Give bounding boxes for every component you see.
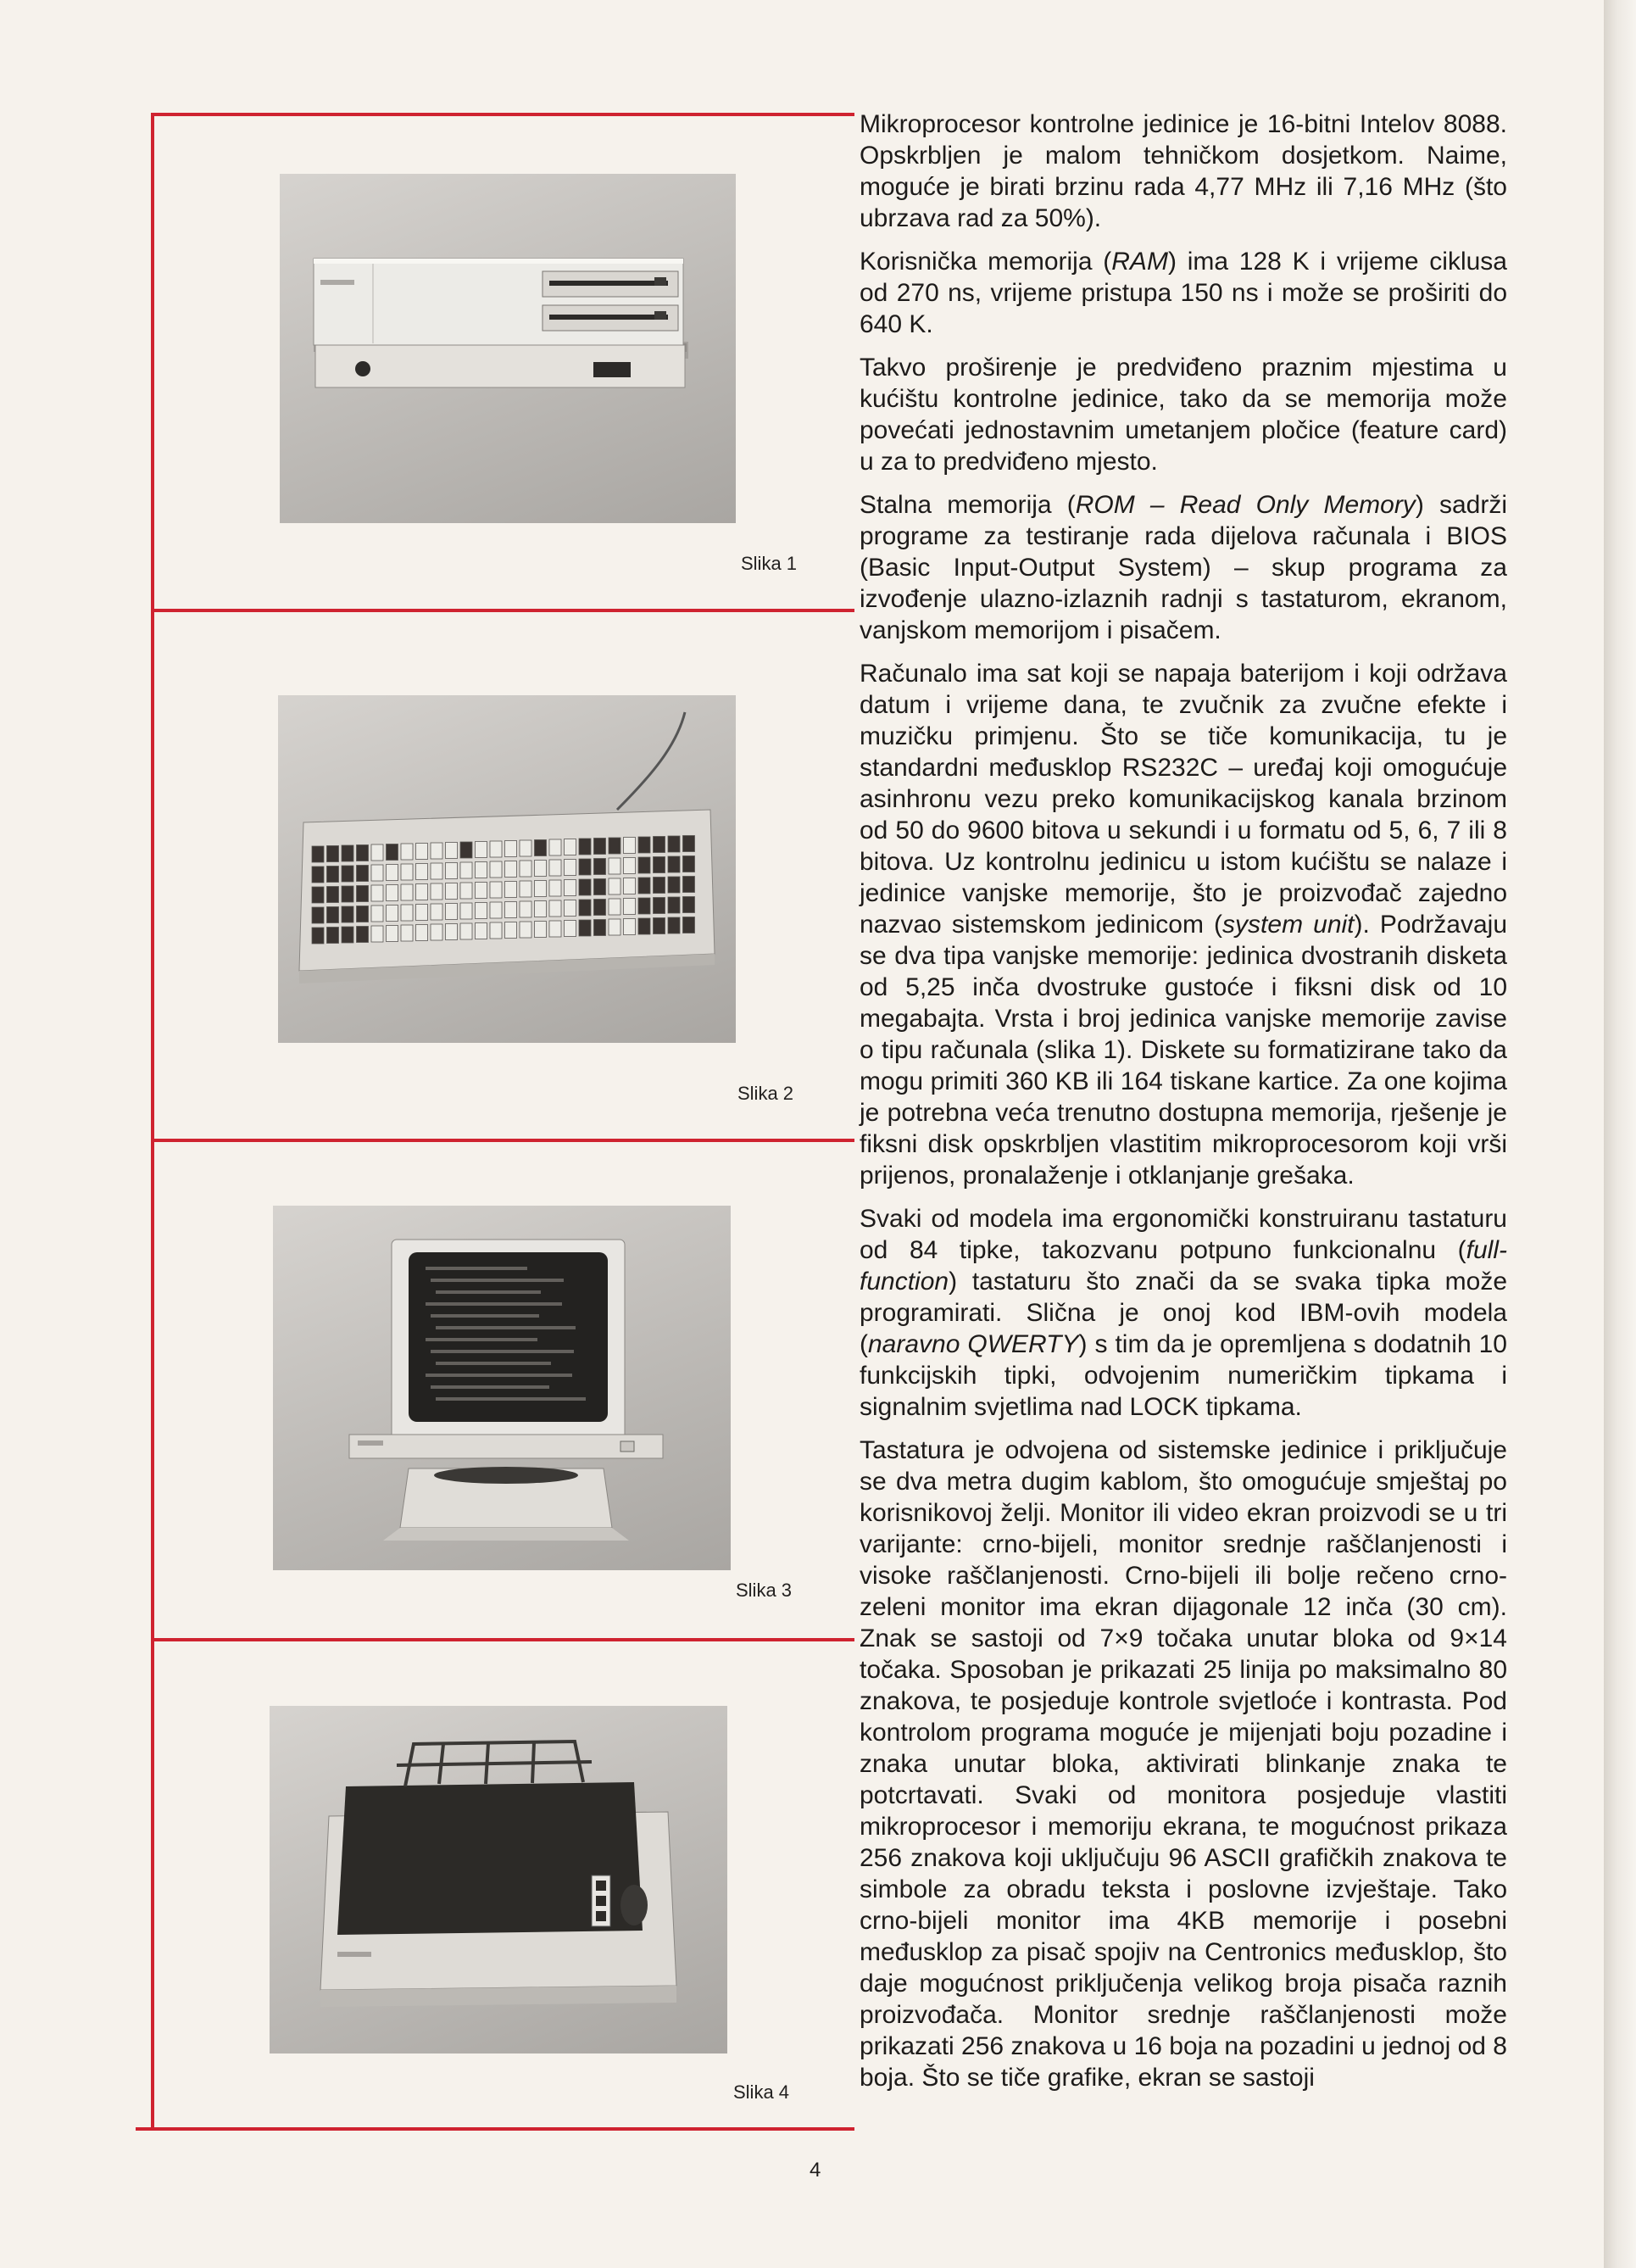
page-edge: [1604, 0, 1636, 2268]
monitor-illustration: [273, 1206, 731, 1570]
text-run: ) ima 128 K i vrijeme ciklusa od 270 ns, vrijeme pristupa 150 ns i može se proširiti do 640 K.: [860, 248, 1507, 338]
text-run: ) tastaturu što znači da se svaka tipka može programirati. Slična je onoj kod IBM-ovih modela (: [860, 1268, 1507, 1358]
italic-run: system unit: [1222, 911, 1355, 939]
paragraph: [860, 1435, 1507, 2093]
system-unit-illustration: [280, 174, 736, 523]
text-run: Stalna memorija (: [860, 491, 1076, 519]
page-number: 4: [810, 2159, 821, 2182]
frame-bottom-rule: [136, 2127, 854, 2131]
figure-divider: [151, 1139, 854, 1142]
text-run: ) s tim da je opremljena s dodatnih 10 funkcijskih tipki, odvojenim numeričkim tipkama i signalnim svjetlima nad LOCK tipkama.: [860, 1330, 1507, 1421]
figure-4-photo: [270, 1706, 727, 2053]
text-run: Svaki od modela ima ergonomički konstruiranu tastaturu od 84 tipke, takozvanu potpuno funkcionalnu (: [860, 1205, 1507, 1264]
figure-2-caption: Slika 2: [737, 1083, 794, 1104]
printer-illustration: [270, 1706, 727, 2053]
italic-run: RAM: [1111, 248, 1168, 276]
figure-2-photo: [278, 695, 736, 1043]
keyboard-illustration: [278, 695, 736, 1043]
figure-divider: [151, 609, 854, 612]
figure-3-caption: Slika 3: [736, 1580, 793, 1601]
paragraph: [860, 1203, 1507, 1423]
figure-1-caption: Slika 1: [741, 553, 798, 574]
paragraph: [860, 246, 1507, 340]
text-run: ) sadrži programe za testiranje rada dijelova računala i BIOS (Basic Input-Output System) – skup programa za izvođenje ulazno-izlaznih radnji s tastaturom, ekranom, vanjskom memorijom i pisačem.: [860, 491, 1507, 644]
figure-divider: [151, 1638, 854, 1641]
italic-run: ROM – Read Only Memory: [1075, 491, 1416, 519]
text-run: Tastatura je odvojena od sistemske jedinice i priključuje se dva metra dugim kablom, što omogućuje smještaj po korisnikovoj želji. Monitor ili video ekran proizvodi se u tri varijante: crno-bijeli, monitor srednje raščlanjenosti i visoke raščlanjenosti. Crno-bijeli ili bolje rečeno crno-zeleni monitor ima ekran dijagonale 12 inča (30 cm). Znak se sastoji od 7×9 točaka unutar bloka od 9×14 točaka. Sposoban je prikazati 25 linija po maksimalno 80 znakova, te posjeduje kontrole svjetloće i kontrasta. Pod kontrolom programa moguće je mijenjati boju pozadine i znaka unutar bloka, aktivirati blinkanje znaka te potcrtavati. Svaki od monitora posjeduje vlastiti mikroprocesor i memoriju ekrana, te mogućnost prikaza 256 znakova koji uključuju 96 ASCII grafičkih znakova te simbole za obradu teksta i poslovne izvještaje. Tako crno-bijeli monitor ima 4KB memorije i posebni međusklop za pisač spojiv na Centronics međusklop, što daje mogućnost priključenja velikog broja pisača raznih proizvođača. Monitor srednje raščlanjenosti može prikazati 256 znakova u 16 boja na pozadini u jednoj od 8 boja. Što se tiče grafike, ekran se sastoji: [860, 1436, 1507, 2092]
text-run: Korisnička memorija (: [860, 248, 1112, 276]
text-run: Mikroprocesor kontrolne jedinice je 16-bitni Intelov 8088. Opskrbljen je malom tehničkom dosjetkom. Naime, moguće je birati brzinu rada 4,77 MHz ili 7,16 MHz (što ubrzava rad za 50%).: [860, 110, 1507, 232]
frame-left-rule: [151, 113, 154, 2131]
text-run: ). Podržavaju se dva tipa vanjske memorije: jedinica dvostranih disketa od 5,25 inča dvostruke gustoće i fiksni disk od 10 megabajta. Vrsta i broj jedinica vanjske memorije zavise o tipu računala (slika 1). Diskete su formatizirane tako da mogu primiti 360 KB ili 164 tiskane kartice. Za one kojima je potrebna veća trenutno dostupna memorija, rješenje je fiksni disk opskrbljen vlastitim mikroprocesorom koji vrši prijenos, pronalaženje i otklanjanje grešaka.: [860, 911, 1508, 1190]
italic-run: full-function: [860, 1236, 1507, 1296]
article-text: [860, 109, 1507, 2105]
paragraph: [860, 109, 1507, 234]
frame-top-rule: [153, 113, 854, 116]
paragraph: [860, 658, 1507, 1191]
paragraph: [860, 489, 1507, 646]
figure-3-photo: [273, 1206, 731, 1570]
text-run: Takvo proširenje je predviđeno praznim mjestima u kućištu kontrolne jedinice, tako da se memorija može povećati jednostavnim umetanjem pločice (feature card) u za to predviđeno mjesto.: [860, 354, 1507, 476]
text-run: Računalo ima sat koji se napaja baterijom i koji održava datum i vrijeme dana, te zvučnik za zvučne efekte i muzičku primjenu. Što se tiče komunikacija, tu je standardni međusklop RS232C – uređaj koji omogućuje asinhronu vezu preko komunikacijskog kanala brzinom od 50 do 9600 bitova u sekundi i u formatu od 5, 6, 7 ili 8 bitova. Uz kontrolnu jedinicu u istom kućištu se nalaze i jedinice vanjske memorije, što je proizvođač zajedno nazvao sistemskom jedinicom (: [860, 660, 1507, 939]
figure-1-photo: [280, 174, 736, 523]
italic-run: naravno QWERTY: [868, 1330, 1079, 1358]
paragraph: [860, 352, 1507, 477]
figure-4-caption: Slika 4: [733, 2081, 790, 2103]
